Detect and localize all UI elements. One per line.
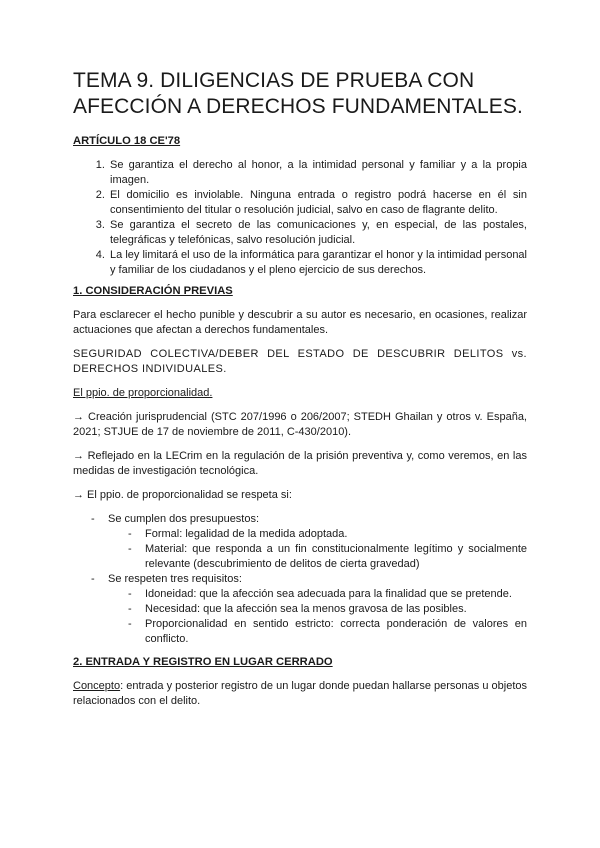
requirements-list (73, 512, 527, 647)
sub-list (108, 587, 527, 647)
list-item: - Proporcionalidad en sentido estricto: correcta ponderación de valores en conflicto. (128, 617, 527, 647)
group-label: Se cumplen dos presupuestos: (108, 513, 260, 525)
concept-paragraph (73, 679, 527, 709)
concept-label: Concepto (73, 680, 121, 692)
section-1-intro: Para esclarecer el hecho punible y descubrir a su autor es necesario, en ocasiones, realizar actuaciones que afectan a derechos fundamentales. (73, 309, 527, 336)
list-item: 2. El domicilio es inviolable. Ninguna entrada o registro podrá hacerse en él sin consentimiento del titular o resolución judicial, salvo en caso de flagrante delito. (108, 188, 527, 218)
page-title: TEMA 9. DILIGENCIAS DE PRUEBA CON AFECCIÓN A DERECHOS FUNDAMENTALES. (73, 69, 523, 118)
arrow-note-3: → El ppio. de proporcionalidad se respeta si: (73, 489, 292, 501)
group-label: Se respeten tres requisitos: (108, 573, 242, 585)
list-item (91, 512, 527, 572)
list-item: 3. Se garantiza el secreto de las comunicaciones y, en especial, de las postales, telegráficas y telefónicas, salvo resolución judicial. (108, 218, 527, 248)
sub-list (108, 527, 527, 572)
list-item: - Formal: legalidad de la medida adoptada. (128, 527, 527, 542)
list-item: - Necesidad: que la afección sea la menos gravosa de las posibles. (128, 602, 527, 617)
concept-text: : entrada y posterior registro de un lugar donde puedan hallarse personas u objetos relacionados con el delito. (73, 680, 527, 707)
principle-label-text: El ppio. de proporcionalidad. (73, 387, 213, 399)
section-1-heading: 1. CONSIDERACIÓN PREVIAS (73, 285, 233, 297)
principle-label (73, 386, 527, 401)
arrow-note-1: → Creación jurisprudencial (STC 207/1996 o 206/2007; STEDH Ghailan y otros v. España, 2021; STJUE de 17 de noviembre de 2011, C-430/2010). (73, 411, 527, 438)
section-2-heading: 2. ENTRADA Y REGISTRO EN LUGAR CERRADO (73, 656, 333, 668)
list-item: 1. Se garantiza el derecho al honor, a la intimidad personal y familiar y a la propia imagen. (108, 158, 527, 188)
section-1-contrast: SEGURIDAD COLECTIVA/DEBER DEL ESTADO DE DESCUBRIR DELITOS vs. DERECHOS INDIVIDUALES. (73, 348, 527, 375)
document-page (73, 68, 527, 718)
list-item: 4. La ley limitará el uso de la informática para garantizar el honor y la intimidad personal y familiar de los ciudadanos y el pleno ejercicio de sus derechos. (108, 248, 527, 278)
article-heading: ARTÍCULO 18 CE'78 (73, 135, 181, 147)
arrow-note-2: → Reflejado en la LECrim en la regulación de la prisión preventiva y, como veremos, en las medidas de investigación tecnológica. (73, 450, 527, 477)
list-item: - Material: que responda a un fin constitucionalmente legítimo y socialmente relevante (descubrimiento de delitos de cierta gravedad) (128, 542, 527, 572)
article-list (73, 158, 527, 278)
list-item (91, 572, 527, 647)
list-item: - Idoneidad: que la afección sea adecuada para la finalidad que se pretende. (128, 587, 527, 602)
